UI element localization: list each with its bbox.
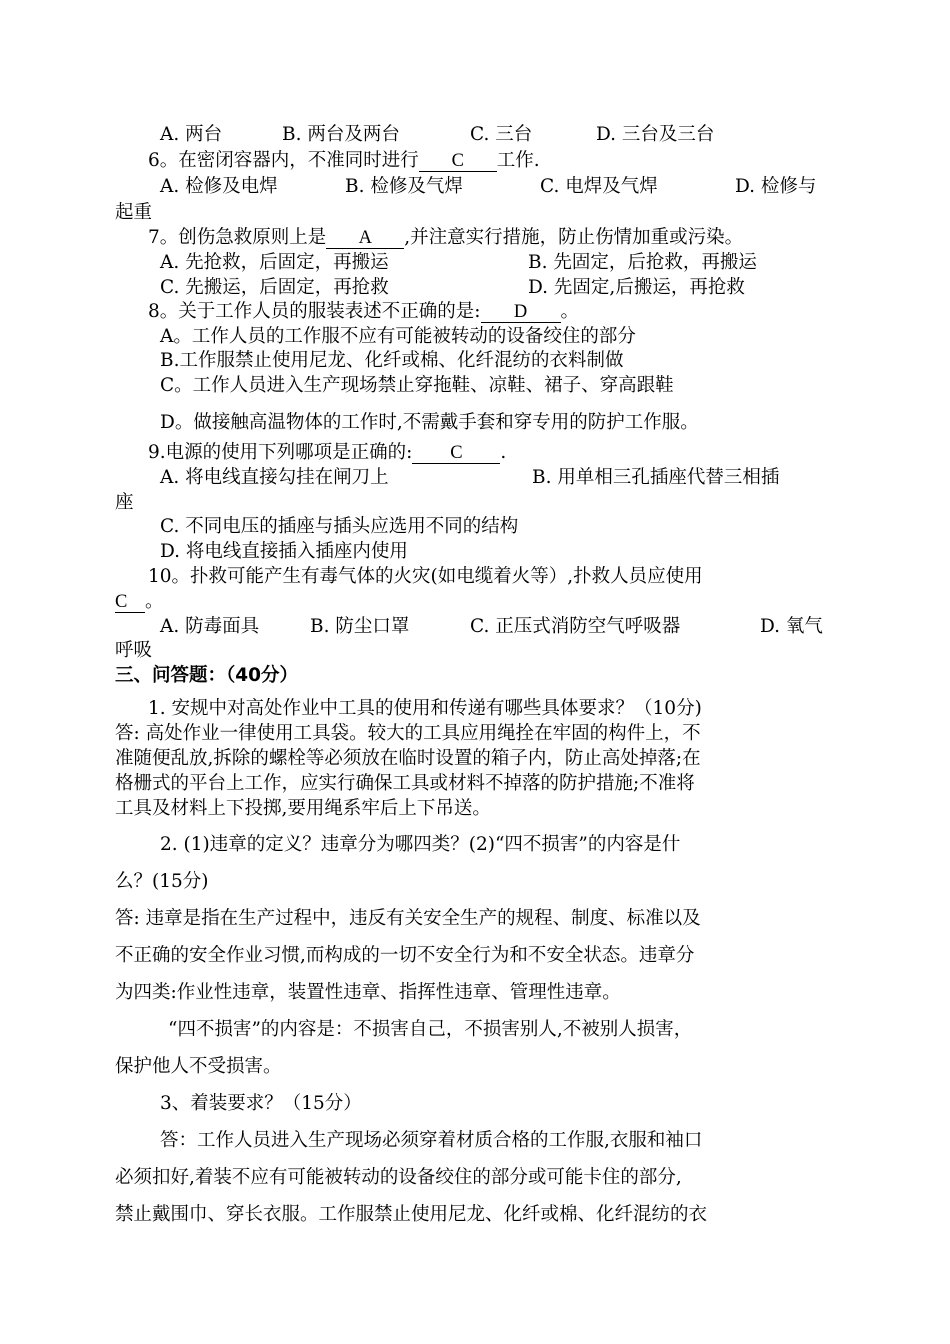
q8-stem-end: 。: [560, 301, 580, 322]
sa-answer-3-line-1: 答：工作人员进入生产现场必须穿着材质合格的工作服,衣服和袖口: [160, 1130, 703, 1151]
q5-option-b: B. 两台及两台: [282, 124, 400, 145]
sa-question-2-line-1: 2. (1)违章的定义？违章分为哪四类？(2)“四不损害”的内容是什: [160, 834, 681, 855]
question-10: 10。扑救可能产生有毒气体的火灾(如电缆着火等）,扑救人员应使用: [148, 566, 703, 587]
sa-answer-1-line-4: 工具及材料上下投掷,要用绳系牢后上下吊送。: [115, 798, 491, 819]
q7-answer-blank: A: [326, 228, 404, 249]
sa-answer-2-line-1: 答: 违章是指在生产过程中，违反有关安全生产的规程、制度、标准以及: [115, 908, 701, 929]
q9-option-c: C. 不同电压的插座与插头应选用不同的结构: [160, 516, 519, 537]
question-7: [148, 226, 743, 250]
q8-option-b: B.工作服禁止使用尼龙、化纤或棉、化纤混纺的衣料制做: [160, 350, 624, 371]
q6-option-c: C. 电焊及气焊: [540, 176, 658, 197]
q8-answer-blank: D: [481, 302, 561, 323]
q10-answer-blank: C: [115, 592, 145, 613]
sa-answer-2-extra-2: 保护他人不受损害。: [115, 1056, 282, 1077]
q10-option-a: A. 防毒面具: [160, 616, 260, 637]
sa-answer-2-line-2: 不正确的安全作业习惯,而构成的一切不安全行为和不安全状态。违章分: [115, 945, 695, 966]
q7-option-a: A. 先抢救，后固定，再搬运: [160, 252, 389, 273]
q9-answer-blank: C: [412, 443, 500, 464]
q10-option-c: C. 正压式消防空气呼吸器: [470, 616, 681, 637]
q9-option-b: B. 用单相三孔插座代替三相插: [532, 467, 780, 488]
sa-question-3: 3、着装要求？（15分）: [160, 1093, 362, 1114]
q7-stem-end: ,并注意实行措施，防止伤情加重或污染。: [404, 227, 744, 248]
q8-option-a: A。工作人员的工作服不应有可能被转动的设备绞住的部分: [160, 326, 636, 347]
q8-stem: 8。关于工作人员的服装表述不正确的是:: [148, 301, 481, 322]
sa-answer-3-line-3: 禁止戴围巾、穿长衣服。工作服禁止使用尼龙、化纤或棉、化纤混纺的衣: [115, 1204, 708, 1225]
q6-stem: 6。在密闭容器内，不准同时进行: [148, 150, 419, 171]
sa-answer-2-extra-1: “四不损害”的内容是：不损害自己，不损害别人,不被别人损害，: [168, 1019, 693, 1040]
q5-option-c: C. 三台: [470, 124, 533, 145]
sa-answer-3-line-2: 必须扣好,着装不应有可能被转动的设备绞住的部分或可能卡住的部分,: [115, 1167, 682, 1188]
question-10-cont: [115, 590, 164, 614]
q7-option-d: D. 先固定,后搬运，再抢救: [528, 277, 745, 298]
q10-option-d: D. 氧气: [760, 616, 823, 637]
q6-answer-blank: C: [419, 151, 497, 172]
q7-stem: 7。创伤急救原则上是: [148, 227, 327, 248]
q9-option-d: D. 将电线直接插入插座内使用: [160, 541, 408, 562]
q5-option-a: A. 两台: [160, 124, 223, 145]
sa-answer-1-line-3: 格栅式的平台上工作，应实行确保工具或材料不掉落的防护措施;不准将: [115, 773, 695, 794]
q10-stem-end: 。: [145, 591, 164, 612]
section-3-heading: 三、问答题：（40分）: [115, 665, 298, 686]
q5-option-d: D. 三台及三台: [596, 124, 715, 145]
q6-option-a: A. 检修及电焊: [160, 176, 278, 197]
q7-option-b: B. 先固定，后抢救，再搬运: [528, 252, 757, 273]
q6-option-d: D. 检修与: [735, 176, 817, 197]
question-6: [148, 149, 540, 173]
sa-question-2-line-2: 么？(15分): [115, 871, 209, 892]
q6-stem-end: 工作.: [496, 150, 540, 171]
q8-option-d: D。做接触高温物体的工作时,不需戴手套和穿专用的防护工作服。: [160, 412, 699, 433]
q10-option-d-wrap: 呼吸: [115, 640, 153, 661]
q10-option-b: B. 防尘口罩: [310, 616, 410, 637]
q6-option-b: B. 检修及气焊: [345, 176, 463, 197]
sa-question-1: 1. 安规中对高处作业中工具的使用和传递有哪些具体要求？（10分): [148, 698, 702, 719]
q8-option-c: C。工作人员进入生产现场禁止穿拖鞋、凉鞋、裙子、穿高跟鞋: [160, 375, 674, 396]
sa-answer-2-line-3: 为四类:作业性违章，装置性违章、指挥性违章、管理性违章。: [115, 982, 621, 1003]
q9-stem-end: .: [500, 442, 507, 463]
q7-option-c: C. 先搬运，后固定，再抢救: [160, 277, 389, 298]
q9-option-b-wrap: 座: [115, 492, 134, 513]
sa-answer-1-line-2: 准随便乱放,拆除的螺栓等必须放在临时设置的箱子内，防止高处掉落;在: [115, 748, 701, 769]
sa-answer-1-line-1: 答: 高处作业一律使用工具袋。较大的工具应用绳拴在牢固的构件上，不: [115, 723, 701, 744]
q9-option-a: A. 将电线直接勾挂在闸刀上: [160, 467, 389, 488]
question-9: [148, 441, 506, 465]
q6-option-d-wrap: 起重: [115, 202, 153, 223]
question-8: [148, 300, 579, 324]
q9-stem: 9.电源的使用下列哪项是正确的:: [148, 442, 413, 463]
